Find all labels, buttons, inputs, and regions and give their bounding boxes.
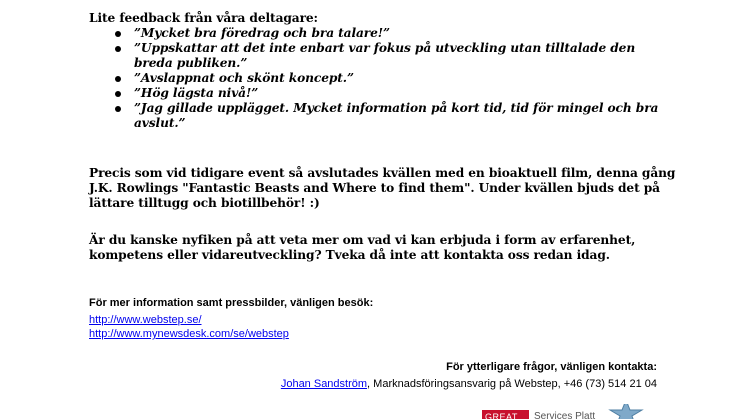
contact-invitation-paragraph: Är du kanske nyfiken på att veta mer om vad vi kan erbjuda i form av erfarenhet, kompetens eller vidareutveckling? Tveka då inte att kontakta oss redan idag.: [89, 233, 636, 262]
contact-label: För ytterligare frågor, vänligen kontakta:: [446, 361, 657, 373]
feedback-quote: ”Uppskattar att det inte enbart var fokus på utveckling utan tilltalade den breda publiken.”: [89, 41, 669, 71]
feedback-quote: ”Jag gillade upplägget. Mycket information på kort tid, tid för mingel och bra avslut.”: [89, 101, 669, 131]
logo-text: Services Platt: [534, 411, 596, 419]
more-info-label: För mer information samt pressbilder, vänligen besök:: [89, 297, 374, 309]
webstep-link[interactable]: http://www.webstep.se/: [89, 314, 202, 326]
logo-box: GREAT: [482, 410, 529, 419]
great-services-logo: [482, 404, 662, 419]
event-paragraph: Precis som vid tidigare event så avslutades kvällen med en bioaktuell film, denna gång J.K. Rowlings "Fantastic Beasts and Where to find them". Under kvällen bjuds det på lättare tilltugg och biotillbehör! :): [89, 166, 676, 210]
feedback-list: [89, 26, 669, 131]
feedback-quote: ”Avslappnat och skönt koncept.”: [89, 71, 669, 86]
contact-name-link[interactable]: Johan Sandström: [280, 378, 368, 390]
star-icon: [606, 404, 646, 419]
contact-line: [281, 377, 657, 391]
feedback-quote: ”Mycket bra föredrag och bra talare!”: [89, 26, 669, 41]
feedback-quote: ”Hög lägsta nivå!”: [89, 86, 669, 101]
contact-details: , Marknadsföringsansvarig på Webstep, +46 (73) 514 21 04: [367, 378, 657, 390]
feedback-heading: Lite feedback från våra deltagare:: [89, 11, 318, 25]
mynewsdesk-link[interactable]: http://www.mynewsdesk.com/se/webstep: [89, 328, 289, 340]
